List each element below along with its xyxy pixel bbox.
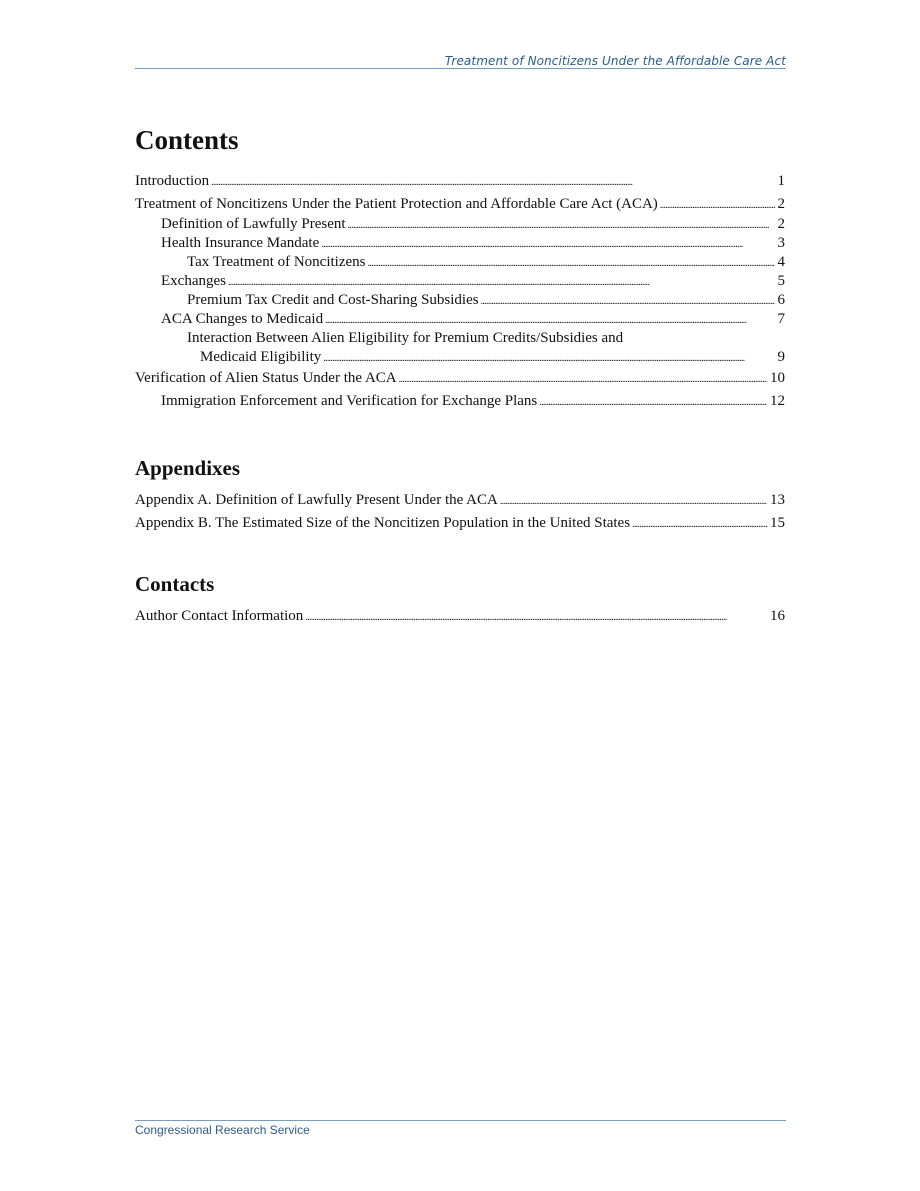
toc-entry-verification-alien-status[interactable] [135, 367, 785, 390]
toc-entry-page: 2 [777, 216, 785, 232]
toc-entry-title: Definition of Lawfully Present [161, 216, 346, 232]
dot-leader [325, 310, 774, 330]
contents-heading: Contents [135, 125, 239, 155]
toc-entry-page: 15 [770, 514, 785, 531]
dot-leader [632, 512, 767, 537]
toc-entry-title: Appendix B. The Estimated Size of the Noncitizen Population in the United States [135, 514, 631, 531]
toc-entry-premium-tax-credit[interactable] [135, 291, 785, 310]
toc-entry-page: 2 [777, 195, 785, 212]
toc-entry-title-line1: Interaction Between Alien Eligibility for Premium Credits/Subsidies and [187, 330, 624, 346]
running-header: Treatment of Noncitizens Under the Affordable Care Act [444, 54, 786, 68]
toc-entry-appendix-b[interactable] [135, 512, 785, 535]
toc-entry-title: Immigration Enforcement and Verification for Exchange Plans [161, 392, 538, 409]
dot-leader [539, 390, 767, 415]
toc-entry-page: 12 [770, 392, 785, 409]
toc-entry-appendix-a[interactable] [135, 489, 785, 512]
contents-list [135, 170, 785, 412]
running-footer: Congressional Research Service [135, 1123, 310, 1137]
appendixes-heading: Appendixes [135, 456, 241, 480]
toc-entry-title: ACA Changes to Medicaid [161, 311, 324, 327]
toc-entry-page: 10 [770, 370, 785, 386]
contacts-section [135, 571, 785, 628]
dot-leader [305, 605, 767, 630]
toc-entry-title: Health Insurance Mandate [161, 235, 320, 251]
toc-entry-definition-lawfully-present[interactable] [135, 215, 785, 234]
header-divider [135, 68, 786, 69]
toc-entry-title: Verification of Alien Status Under the ACA [135, 370, 397, 386]
contacts-list [135, 605, 785, 628]
appendixes-list [135, 489, 785, 534]
contents-section [135, 124, 785, 412]
toc-entry-page: 1 [777, 173, 785, 189]
dot-leader [228, 272, 775, 292]
dot-leader [500, 489, 767, 514]
dot-leader [660, 193, 775, 218]
dot-leader [368, 253, 775, 273]
toc-entry-title: Author Contact Information [135, 608, 304, 624]
toc-entry-page: 5 [777, 273, 785, 289]
toc-entry-health-insurance-mandate[interactable] [135, 234, 785, 253]
toc-entry-interaction-alien-eligibility[interactable] [135, 329, 785, 348]
toc-entry-aca-changes-medicaid[interactable] [135, 310, 785, 329]
toc-entry-title: Premium Tax Credit and Cost-Sharing Subsidies [187, 292, 479, 308]
toc-entry-interaction-continued[interactable] [135, 348, 785, 367]
toc-entry-page: 7 [777, 311, 785, 327]
toc-entry-treatment-of-noncitizens[interactable] [135, 193, 785, 216]
toc-entry-page: 3 [777, 235, 785, 251]
dot-leader [323, 348, 774, 368]
footer-divider [135, 1120, 786, 1121]
dot-leader [399, 367, 767, 392]
toc-entry-author-contact[interactable] [135, 605, 785, 628]
toc-entry-page: 6 [777, 292, 785, 308]
toc-entry-introduction[interactable] [135, 170, 785, 193]
dot-leader [211, 170, 774, 195]
toc-entry-page: 4 [777, 254, 785, 270]
toc-entry-title: Tax Treatment of Noncitizens [187, 254, 366, 270]
toc-entry-page: 9 [777, 349, 785, 365]
dot-leader [481, 291, 775, 311]
toc-entry-immigration-enforcement[interactable] [135, 390, 785, 413]
toc-entry-exchanges[interactable] [135, 272, 785, 291]
toc-entry-page: 16 [770, 608, 785, 624]
dot-leader [348, 215, 775, 235]
toc-entry-title: Exchanges [161, 273, 226, 289]
toc-entry-title: Introduction [135, 173, 210, 189]
toc-entry-title: Appendix A. Definition of Lawfully Present Under the ACA [135, 492, 498, 508]
contacts-heading: Contacts [135, 572, 215, 596]
toc-entry-page: 13 [770, 492, 785, 508]
appendixes-section [135, 455, 785, 534]
toc-entry-title-line2: Medicaid Eligibility [200, 349, 322, 365]
toc-entry-tax-treatment[interactable] [135, 253, 785, 272]
toc-entry-title: Treatment of Noncitizens Under the Patient Protection and Affordable Care Act (ACA) [135, 195, 658, 212]
dot-leader [321, 234, 774, 254]
